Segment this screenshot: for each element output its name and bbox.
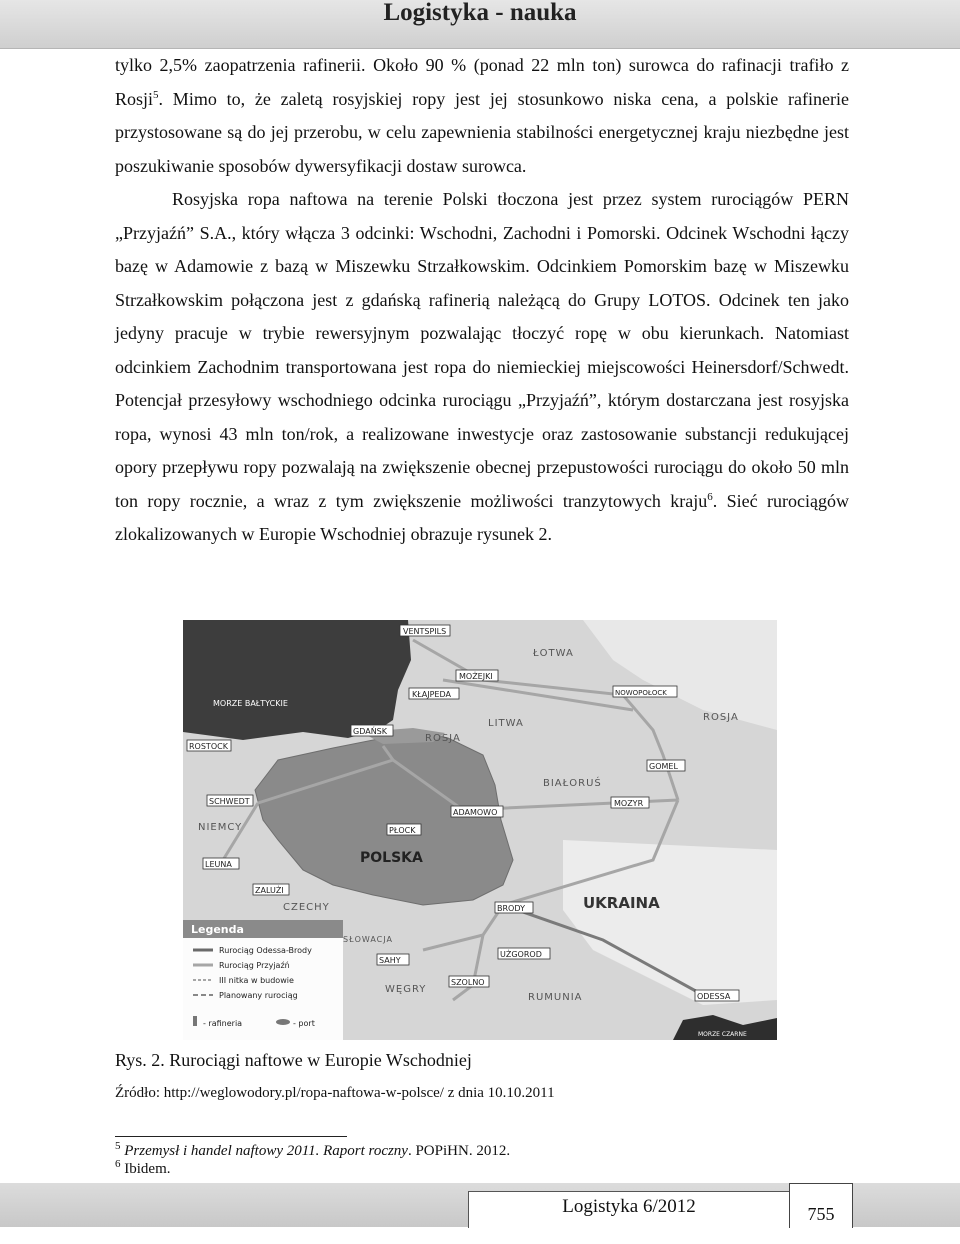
- city-mozyr: MOZYR: [614, 799, 644, 808]
- figure-caption: Rys. 2. Rurociągi naftowe w Europie Wschodniej: [115, 1050, 472, 1070]
- label-germany: NIEMCY: [198, 822, 243, 833]
- city-rostock: ROSTOCK: [189, 742, 228, 751]
- label-russia-kaliningrad: ROSJA: [425, 733, 461, 744]
- paragraph-1-line-1: tylko 2,5% zaopatrzenia rafinerii. Około 90 % (ponad 22 mln ton) surowca do rafinacji trafiło: [115, 55, 834, 75]
- footnote-6-rest: Ibidem.: [120, 1161, 171, 1177]
- paragraph-2: [115, 183, 849, 552]
- footer-journal: Logistyka 6/2012: [468, 1191, 789, 1228]
- label-czech: CZECHY: [283, 902, 330, 913]
- figure-source: Źródło: http://weglowodory.pl/ropa-naftowa-w-polsce/ z dnia 10.10.2011: [115, 1085, 555, 1101]
- footnote-5-rest: . POPiHN. 2012.: [407, 1143, 511, 1159]
- label-belarus: BIAŁORUŚ: [543, 778, 602, 789]
- footnotes: [115, 1142, 510, 1178]
- city-odessa: ODESSA: [697, 992, 731, 1001]
- paragraph-1-start: z Rosji: [115, 55, 849, 109]
- city-adamowo: ADAMOWO: [453, 808, 498, 817]
- city-gomel: GOMEL: [649, 762, 678, 771]
- footnote-rule: [115, 1136, 347, 1137]
- footnote-6: $^6$ Ibidem.: [115, 1158, 171, 1177]
- page-header: [0, 0, 960, 49]
- pipeline-map: [183, 620, 777, 1040]
- city-klajpeda: KŁAJPEDA: [412, 690, 451, 699]
- city-schwedt: SCHWEDT: [209, 797, 250, 806]
- port-icon: [276, 1019, 290, 1025]
- legend-item-przyjazn: Rurociąg Przyjaźń: [219, 961, 290, 970]
- label-romania: RUMUNIA: [528, 992, 583, 1003]
- label-black-sea: MORZE CZARNE: [698, 1031, 747, 1038]
- refinery-icon: [193, 1016, 197, 1026]
- city-sahy: SAHY: [379, 956, 401, 965]
- legend-item-odessa-brody: Rurociąg Odessa-Brody: [219, 946, 312, 955]
- label-baltic-sea: MORZE BAŁTYCKIE: [213, 699, 288, 708]
- label-poland: POLSKA: [360, 850, 423, 866]
- legend-item-planned: Planowany rurociąg: [219, 991, 298, 1000]
- paragraph-1: [115, 49, 849, 183]
- baltic-sea-shape: [183, 620, 411, 740]
- paragraph-2-end: . Sieć rurociągów zlokalizowanych w Europie Wschodniej obrazuje rysunek 2.: [115, 490, 849, 544]
- city-brody: BRODY: [497, 904, 525, 913]
- body-text: [115, 49, 849, 552]
- legend-title: Legenda: [191, 923, 244, 936]
- page-number: 755: [789, 1183, 853, 1228]
- legend-port: - port: [293, 1019, 315, 1028]
- city-gdansk: GDAŃSK: [353, 727, 387, 736]
- city-plock: PŁOCK: [389, 826, 416, 835]
- label-slovakia: SŁOWACJA: [343, 935, 393, 944]
- footnote-5-title: Przemysł i handel naftowy 2011. Raport roczny: [124, 1143, 408, 1159]
- pipeline-map-svg: [183, 620, 777, 1040]
- legend-item-third-string: III nitka w budowie: [219, 976, 294, 985]
- footnote-5: $^5$ Przemysł i handel naftowy 2011. Raport roczny. POPiHN. 2012.: [115, 1140, 511, 1159]
- paragraph-2-start: Rosyjska ropa naftowa na terenie Polski tłoczona jest przez system rurociągów PERN „Przyjaźń” S.A., który włącza 3 odcinki: Wschodni, Zachodni i Pomorski. Odcinek Wschodni łączy bazę w Adamowie z bazą w Miszewku Strzałkowskim. Odcinkiem Pomorskim bazę w Miszewku Strzałkowskim połączona jest z gdańską rafinerią należącą do Grupy LOTOS. Odcinek ten jako jedyny pracuje w trybie rewersyjnym pozwalając tłoczyć ropę w obu kierunkach. Natomiast odcinkiem Zachodnim transportowana jest ropa do niemieckiej miejscowości Heinersdorf/Schwedt. Potencjał przesyłowy wschodniego odcinka rurociągu „Przyjaźń”, którym dostarczana jest rosyjska ropa, wynosi 43 mln ton/rok, a realizowane inwestycje oraz zastosowanie substancji redukującej opory przepływu ropy pozwalają na zwiększenie obecnej przepustowości rurociągu do około 50 mln ton ropy rocznie, a wraz z tym zwiększenie możliwości tranzytowych kraju: [115, 189, 849, 511]
- city-uzgorod: UŻGOROD: [500, 950, 542, 959]
- label-ukraine: UKRAINA: [583, 894, 660, 912]
- legend-refinery: - rafineria: [203, 1019, 243, 1028]
- header-title: Logistyka - nauka: [383, 0, 577, 26]
- label-russia: ROSJA: [703, 712, 739, 723]
- paragraph-1-rest: . Mimo to, że zaletą rosyjskiej ropy jest jej stosunkowo niska cena, a polskie rafinerie przystosowane są do jej przerobu, w celu zapewnienia stabilności energetycznej kraju niezbędne jest poszukiwanie sposobów dywersyfikacji dostaw surowca.: [115, 88, 849, 176]
- city-szolno: SZOLNO: [451, 978, 485, 987]
- city-zaluzi: ZALUŻI: [255, 886, 284, 895]
- city-leuna: LEUNA: [205, 860, 232, 869]
- label-latvia: ŁOTWA: [533, 648, 574, 659]
- label-hungary: WĘGRY: [385, 984, 427, 995]
- city-ventspils: VENTSPILS: [403, 627, 447, 636]
- footnote-ref-5: 5: [153, 88, 159, 101]
- city-mozejki: MOŻEJKI: [459, 672, 493, 681]
- footnote-ref-6: 6: [707, 490, 713, 503]
- city-novopolock: NOWOPOŁOCK: [615, 689, 667, 697]
- label-lithuania: LITWA: [488, 718, 524, 729]
